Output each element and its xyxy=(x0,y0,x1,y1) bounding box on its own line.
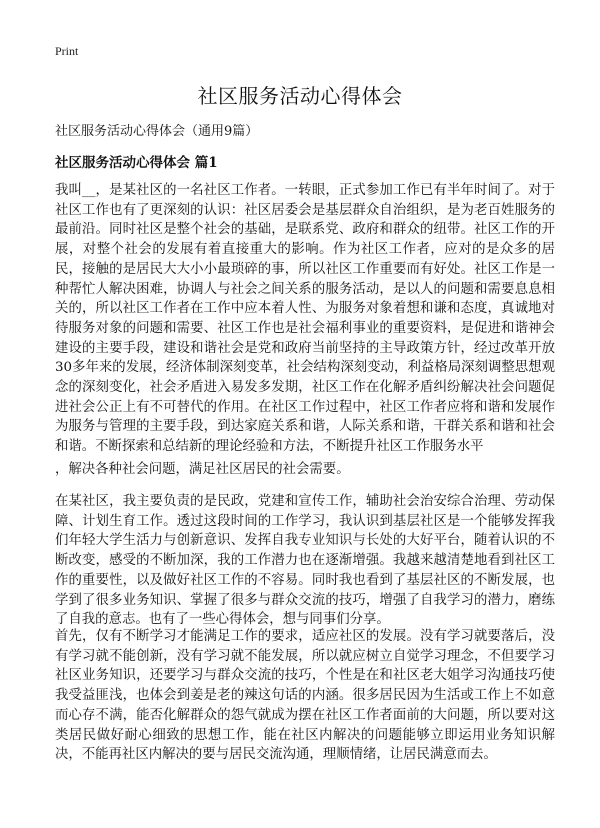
paragraph-4: 首先，仅有不断学习才能满足工作的要求，适应社区的发展。没有学习就要落后，没有学习就不能创新，没有学习就不能发展，所以就应树立自觉学习理念，不但要学习社区业务知识，还要学习与群众交流的技巧，个性是在和社区老大姐学习沟通技巧使我受益匪浅，也体会到姜是老的辣这句话的内涵。很多居民因为生活或工作上不如意而心存不满，能否化解群众的怨气就成为摆在社区工作者面前的大问题，所以要对这类居民做好耐心细致的思想工作，能在社区内解决的问题能够立即运用业务知识解决，不能再社区内解决的要与居民交流沟通，理顺情绪，让居民满意而去。 xyxy=(55,629,555,763)
paragraph-1: 我叫__，是某社区的一名社区工作者。一转眼，正式参加工作已有半年时间了。对于社区工作也有了更深刻的认识：社区居委会是基层群众自治组织，是为老百姓服务的最前沿。同时社区是整个社会的基础，是联系党、政府和群众的纽带。社区工作的开展，对整个社会的发展有着直接重大的影响。作为社区工作者，应对的是众多的居民，接触的是居民大大小小最琐碎的事，所以社区工作重要而有好处。社区工作是一种帮忙人解决困难，协调人与社会之间关系的服务活动，是以人的问题和需要息息相关的，所以社区工作者在工作中应本着人性、为服务对象着想和谦和态度，真诚地对待服务对象的问题和需要、社区工作也是社会福利事业的重要资料，是促进和谐神会建设的主要手段，建设和谐社会是党和政府当前坚持的主导政策方针，经过改革开放30多年来的发展，经济体制深刻变革，社会结构深刻变动，利益格局深刻调整思想观念的深刻变化，社会矛盾进入易发多发期，社区工作在化解矛盾纠纷解决社会问题促进社会公正上有不可替代的作用。在社区工作过程中，社区工作者应将和谐和发展作为服务与管理的主要手段，到达家庭关系和谐，人际关系和谐，干群关系和谐和社会和谐。不断探索和总结新的理论经验和方法，不断提升社区工作服务水平 xyxy=(55,183,555,455)
document-title: 社区服务活动心得体会 xyxy=(197,84,403,108)
paragraph-2: ，解决各种社会问题，满足社区居民的社会需要。 xyxy=(55,462,350,477)
document-subtitle: 社区服务活动心得体会（通用9篇） xyxy=(55,124,259,139)
section-heading: 社区服务活动心得体会 篇1 xyxy=(55,155,218,171)
paragraph-3: 在某社区，我主要负责的是民政，党建和宣传工作，辅助社会治安综合治理、劳动保障、计划生育工作。透过这段时间的工作学习，我认识到基层社区是一个能够发挥我们年轻大学生活力与创新意识、发挥自我专业知识与长处的大好平台，随着认识的不断改变，感受的不断加深，我的工作潜力也在逐渐增强。我越来越清楚地看到社区工作的重要性，以及做好社区工作的不容易。同时我也看到了基层社区的不断发展，也学到了很多业务知识、掌握了很多与群众交流的技巧，增强了自我学习的潜力，磨练了自我的意志。也有了一些心得体会，想与同事们分享。 xyxy=(55,494,555,628)
print-label[interactable]: Print xyxy=(55,44,79,58)
